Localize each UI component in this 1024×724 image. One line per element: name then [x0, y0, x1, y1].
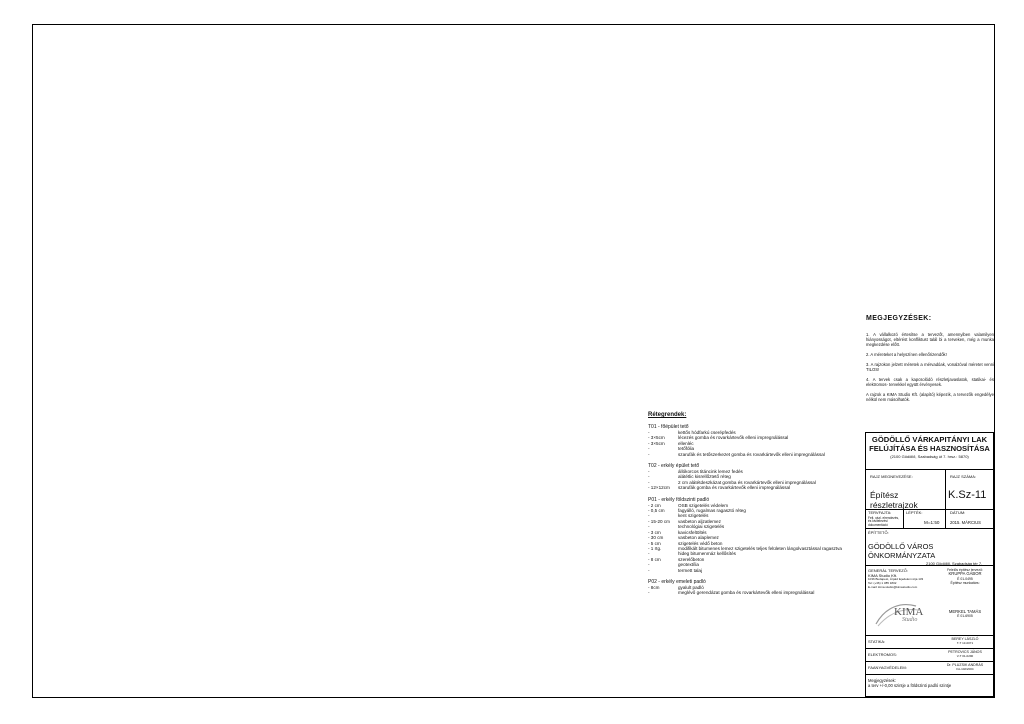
designer-cell [866, 566, 993, 636]
client-cell [866, 529, 993, 566]
layer-thickness: - [648, 446, 650, 452]
date-cell [946, 510, 993, 529]
layer-thickness: - 5 cm [648, 540, 661, 546]
layer-thickness: - [648, 474, 650, 480]
layer-description: szarufák és tetőszerkezet gomba és rovarkártevők elleni impregnálással [678, 451, 825, 457]
client-address: 2100 Gödöllő, Szabadság tér 7. [926, 560, 983, 566]
electrical-name: PETROVICS JÁNOS [948, 650, 982, 654]
layer-description: lécezés gomba és rovarkártevők elleni impregnálással [678, 435, 789, 441]
layer-description: vasbeton alaplemez [678, 535, 719, 541]
drawing-number-cell [946, 470, 993, 510]
layer-group-title: T02 - erkély épület tető [648, 463, 700, 470]
layer-description: szigetelés védő beton [678, 540, 723, 546]
layer-thickness: - [648, 590, 650, 596]
layer-description: 2 cm alátétdeszkázat gomba és rovarkártevők elleni impregnálással [678, 479, 816, 485]
lead-architect-name: KRUPPA GÁBOR [948, 571, 982, 577]
remarks-label: Megjegyzések: [868, 678, 896, 683]
note-item: A rajzok a KIMA Studio Kft. (alapító) képezik, a tervezők engedélye nélkül nem másolhatók. [866, 392, 994, 402]
general-designer-address: 1036 Budapest, Árpád fejedelem útja 133 [868, 577, 924, 581]
layer-thickness: - 15-20 cm [648, 518, 670, 524]
associate-number: É 01-6905 [957, 614, 973, 619]
layer-description: állókorcos titáncink lemez fedés [678, 469, 743, 475]
layer-thickness: - 1 rtg. [648, 545, 662, 551]
layer-legend-heading: Rétegrendek: [648, 412, 687, 418]
layer-description: geotextília [678, 562, 699, 568]
lead-architect-title: Felelős építész tervező: [947, 568, 983, 572]
title-block [865, 432, 994, 697]
project-title-line1: GÖDÖLLŐ VÁRKAPITÁNYI LAK [871, 435, 988, 444]
layer-group-title: P01 - erkély földszinti padló [648, 496, 710, 503]
remarks [868, 678, 951, 688]
layer-thickness: - [648, 513, 650, 519]
wood-protection-row [866, 662, 993, 675]
general-designer-label: GENERÁL TERVEZŐ: [868, 568, 908, 573]
drawing-name-cell [866, 470, 946, 510]
project-title-line2: FELÚJÍTÁSA ÉS HASZNOSÍTÁSA [869, 443, 990, 453]
note-item: 1. A vállalkozó értesítse a tervezőt, amennyiben valamilyen hiányosságot, eltérést konfliktust talál bi a terveken, még a munka megkezdése előtt. [866, 332, 994, 347]
scale-value: M=1:50 [924, 519, 940, 525]
statics-name: BEREY LÁSZLÓ [951, 637, 979, 641]
layer-description: fagyálló, rugalmas ragasztó réteg [678, 508, 746, 514]
note-item: 2. A méreteket a helyszínen ellenőrizendők! [866, 352, 947, 357]
kima-logo [872, 598, 932, 630]
statics-label: STATIKA: [868, 639, 886, 644]
layer-description: kavicsfeltöltés [678, 529, 707, 535]
layer-description: kettős hódfarkú cserépfedés [678, 430, 736, 435]
general-designer-name: KIMA Studio Kft. [868, 573, 898, 578]
general-designer-email: E-mail: kima.studio@kimastudio.com [868, 584, 918, 589]
layer-row [648, 485, 848, 490]
notes-title: MEGJEGYZÉSEK: [866, 315, 932, 322]
layer-thickness: - [648, 479, 650, 485]
layer-thickness: - 8cm [648, 584, 660, 590]
layer-thickness: - [648, 451, 650, 457]
client-label: ÉPÍTTETŐ: [868, 530, 889, 535]
design-type-value: Felt. vázl. elrendezés, és kivitelezési dokumentáció [868, 515, 900, 528]
layer-row [648, 568, 848, 573]
layer-thickness: - 3×5cm [648, 440, 665, 446]
layer-thickness: - [648, 524, 650, 530]
drawing-number: K.Sz-11 [948, 488, 987, 501]
layer-thickness: - [648, 430, 650, 435]
layer-description: meglévő gerendázat gomba és rovarkártevők elleni impregnálással [678, 590, 815, 596]
layer-thickness: - [648, 469, 650, 475]
electrical-number: V-T 01-0290 [956, 654, 974, 659]
electrical-row [866, 649, 993, 662]
layer-thickness: - 12×12cm [648, 485, 670, 491]
layer-thickness: - 2 cm [648, 502, 661, 508]
drawing-number-label: RAJZ SZÁMA: [950, 474, 977, 479]
statics-row [866, 636, 993, 649]
design-type-label: TERVFAJTA: [868, 510, 892, 515]
layer-thickness: - 8 cm [648, 556, 661, 562]
layer-description: szerelőbeton [678, 556, 705, 562]
layer-description: OSB szigetelés védelem [678, 502, 729, 508]
statics-number: T-T 13-0071 [956, 641, 974, 646]
project-cell [866, 433, 993, 470]
layer-description: termett talaj [678, 567, 702, 573]
layer-legend [648, 412, 848, 596]
date-value: 2015. MÁRCIUS [950, 519, 981, 525]
client-name: GÖDÖLLŐ VÁROS ÖNKORMÁNYZATA [868, 541, 936, 560]
project-address: (2100 Gödöllő, Szabadság út 7. hrsz.: 5870) [890, 454, 969, 459]
layer-row [648, 590, 848, 595]
note-item: 3. A rajzokon jelzett méretek a mérvadóak, vonalzóval méretet venni TILOS! [866, 362, 994, 372]
wood-protection-name: Dr. PLUZSIK ANDRÁS [946, 663, 984, 667]
layer-thickness: - 3 cm [648, 529, 661, 535]
layer-row [648, 452, 848, 457]
layer-thickness: - [648, 551, 650, 557]
layer-thickness: - 3×5cm [648, 435, 665, 441]
wood-protection-label: FAANYAGVÉDELEM: [868, 665, 907, 670]
associate-title: Építész munkatárs: [950, 581, 980, 586]
layer-description: ellenléc [678, 440, 694, 446]
general-designer-phone: Tel: (+36) 1 385 1802 [868, 580, 897, 585]
drawing-name: Építész részletrajzok [870, 489, 918, 510]
layer-thickness: - 30 cm [648, 535, 664, 541]
design-type-cell [866, 510, 904, 529]
kima-logo-subtext: Studio [902, 617, 918, 623]
layer-description: gyalult padló [678, 584, 704, 590]
layer-description: alátétlic kisrellőztető réteg [678, 474, 731, 480]
scale-label: LÉPTÉK: [906, 510, 923, 515]
layer-group [648, 579, 848, 596]
layer-thickness: - [648, 562, 650, 568]
associate-name: MERKEL TAMÁS [948, 609, 982, 614]
layer-group [648, 424, 848, 457]
scale-cell [904, 510, 946, 529]
drawing-name-label: RAJZ MEGNEVEZÉSE: [870, 474, 913, 479]
drawing-frame [32, 24, 995, 698]
layer-thickness: - 0,5 cm [648, 508, 665, 514]
layer-thickness: - [648, 567, 650, 573]
layer-description: vasbeton aljzatlemez [678, 518, 721, 524]
lead-architect-number: É 01-0495 [957, 576, 973, 581]
electrical-label: ELEKTROMOS: [868, 652, 897, 657]
layer-description: szarufák gomba és rovarkártevők elleni impregnálással [678, 485, 791, 491]
layer-group-title: T01 - főépület tető [648, 424, 689, 430]
layer-group [648, 463, 848, 491]
date-label: DÁTUM: [950, 510, 966, 515]
layer-description: kent szigetelés [678, 513, 709, 519]
notes-section [866, 315, 994, 407]
layer-group-title: P02 - erkély emeleti padló [648, 578, 706, 585]
remarks-text: a terv +/-0,00 szintje a földszinti padló szintje [868, 683, 952, 688]
layer-description: tetőfólia [678, 446, 695, 452]
kima-logo-text: KIMA [894, 606, 924, 618]
wood-protection-number: FA-102/2004 [956, 667, 974, 672]
layer-description: modifikált bitumenes lemez szigetelés teljes felületen lángolvasztással ragasztva [678, 545, 842, 551]
layer-description: hideg bitumenmáz kellősítés [678, 551, 736, 557]
note-item: 4. A tervek csak a kapcsolódó részletjavaslatok, statikai- és elektromos- tervekkel együtt érvényesek. [866, 377, 994, 387]
layer-group [648, 497, 848, 573]
layer-description: technológiai szigetelés [678, 524, 725, 530]
